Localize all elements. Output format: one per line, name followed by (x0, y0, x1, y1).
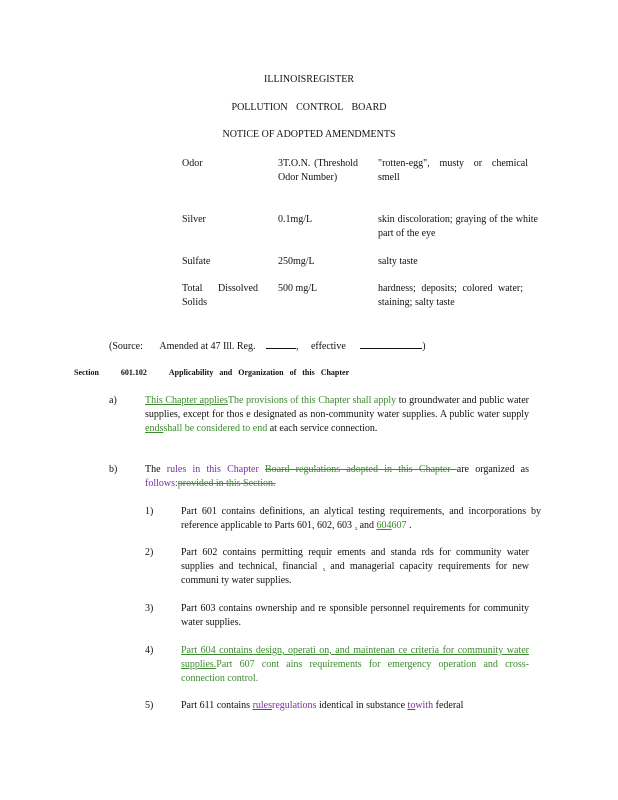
inserted-text: shall be considered to end (163, 423, 268, 434)
inserted-text: follows: (145, 478, 178, 489)
body-text: Part 601 contains definitions, an alytical testing requirements, and incorporations by reference applicable to Parts 601, 602, 603 (181, 506, 541, 531)
inserted-text: regulations (272, 700, 317, 711)
body-text: Part 611 contains (181, 700, 253, 711)
board-title: POLLUTION CONTROL BOARD (231, 102, 387, 113)
parameter-limit: 3T.O.N. (Threshold Odor Number) (278, 158, 358, 183)
inserted-text: rules in this Chapter (166, 464, 266, 475)
inserted-text: Part 604 contains design, operati on, and maintenan ce criteria for community water supplies. (181, 645, 529, 670)
parameter-name: Odor (182, 158, 203, 169)
para-b-text (145, 463, 529, 491)
parameter-effect: skin discoloration; graying of the white part of the eye (378, 214, 538, 239)
source-comma: , (295, 341, 299, 352)
item-number: 4) (145, 645, 154, 656)
register-title: ILLINOISREGISTER (264, 74, 354, 85)
inserted-text: 607 (391, 520, 407, 531)
parameter-name: Total Dissolved Solids (182, 283, 258, 308)
parameter-name: Silver (182, 214, 206, 225)
parameter-limit: 500 mg/L (278, 283, 318, 294)
body-text: federal (433, 700, 464, 711)
body-text: at each service connection. (267, 423, 378, 434)
body-text: The (145, 464, 167, 475)
section-heading (74, 366, 349, 380)
deleted-text: , (322, 561, 326, 572)
list-item (181, 699, 529, 713)
parameter-effect: salty taste (378, 256, 418, 267)
inserted-text: with (415, 700, 434, 711)
inserted-text: This Chapter applies (145, 395, 228, 406)
source-effective: effective (310, 341, 346, 352)
list-item (181, 505, 541, 533)
notice-title: NOTICE OF ADOPTED AMENDMENTS (222, 129, 396, 140)
inserted-text: 604 (376, 520, 392, 531)
item-number: 2) (145, 547, 154, 558)
para-b-label: b) (109, 464, 118, 475)
list-item (181, 546, 529, 588)
parameter-limit: 250mg/L (278, 256, 315, 267)
item-number: 3) (145, 603, 154, 614)
section-title: Applicability and Organization of this Chapter (168, 368, 350, 377)
source-label: (Source: (109, 341, 143, 352)
body-text: Part 607 cont ains requirements for emergency operation and cross-connection control. (181, 659, 529, 684)
list-item (181, 602, 529, 630)
list-item (181, 644, 529, 686)
body-text: Part 603 contains ownership and re sponsible personnel requirements for community water supplies. (181, 603, 529, 628)
body-text: . (406, 520, 412, 531)
source-close: ) (422, 341, 426, 352)
section-label: Section (74, 368, 99, 377)
body-text: are organized as (456, 464, 530, 475)
inserted-text: The provisions of this Chapter shall apply (227, 395, 397, 406)
parameter-limit: 0.1mg/L (278, 214, 313, 225)
body-text: Part 602 contains permitting requir ements and standa rds for community water supplies and technical, financial (181, 547, 529, 572)
item-number: 1) (145, 506, 154, 517)
inserted-text: to (407, 700, 416, 711)
section-number: 601.102 (120, 368, 147, 377)
body-text: and managerial capacity requirements for new communi ty water supplies. (181, 561, 529, 586)
para-a-label: a) (109, 395, 117, 406)
source-amended: Amended at 47 Ill. Reg. (159, 341, 256, 352)
inserted-text: ends (145, 423, 164, 434)
register-blank (266, 338, 296, 349)
para-a-text (145, 394, 529, 436)
inserted-text: rules (252, 700, 273, 711)
source-line (109, 338, 426, 354)
body-text: identical in substance (316, 700, 408, 711)
parameter-effect: hardness; deposits; colored water; staining; salty taste (378, 283, 523, 308)
body-text: to groundwater and public water supplies, except for thos e designated as non-community water supplies. A public water supply (145, 395, 529, 420)
parameter-effect: "rotten-egg", musty or chemical smell (378, 158, 528, 183)
deleted-text: provided in this Section. (177, 478, 276, 489)
date-blank (360, 338, 422, 349)
item-number: 5) (145, 700, 154, 711)
parameter-name: Sulfate (182, 256, 211, 267)
body-text: and (357, 520, 377, 531)
deleted-text: , (354, 520, 358, 531)
deleted-text: Board regulations adopted in this Chapter (265, 464, 457, 475)
